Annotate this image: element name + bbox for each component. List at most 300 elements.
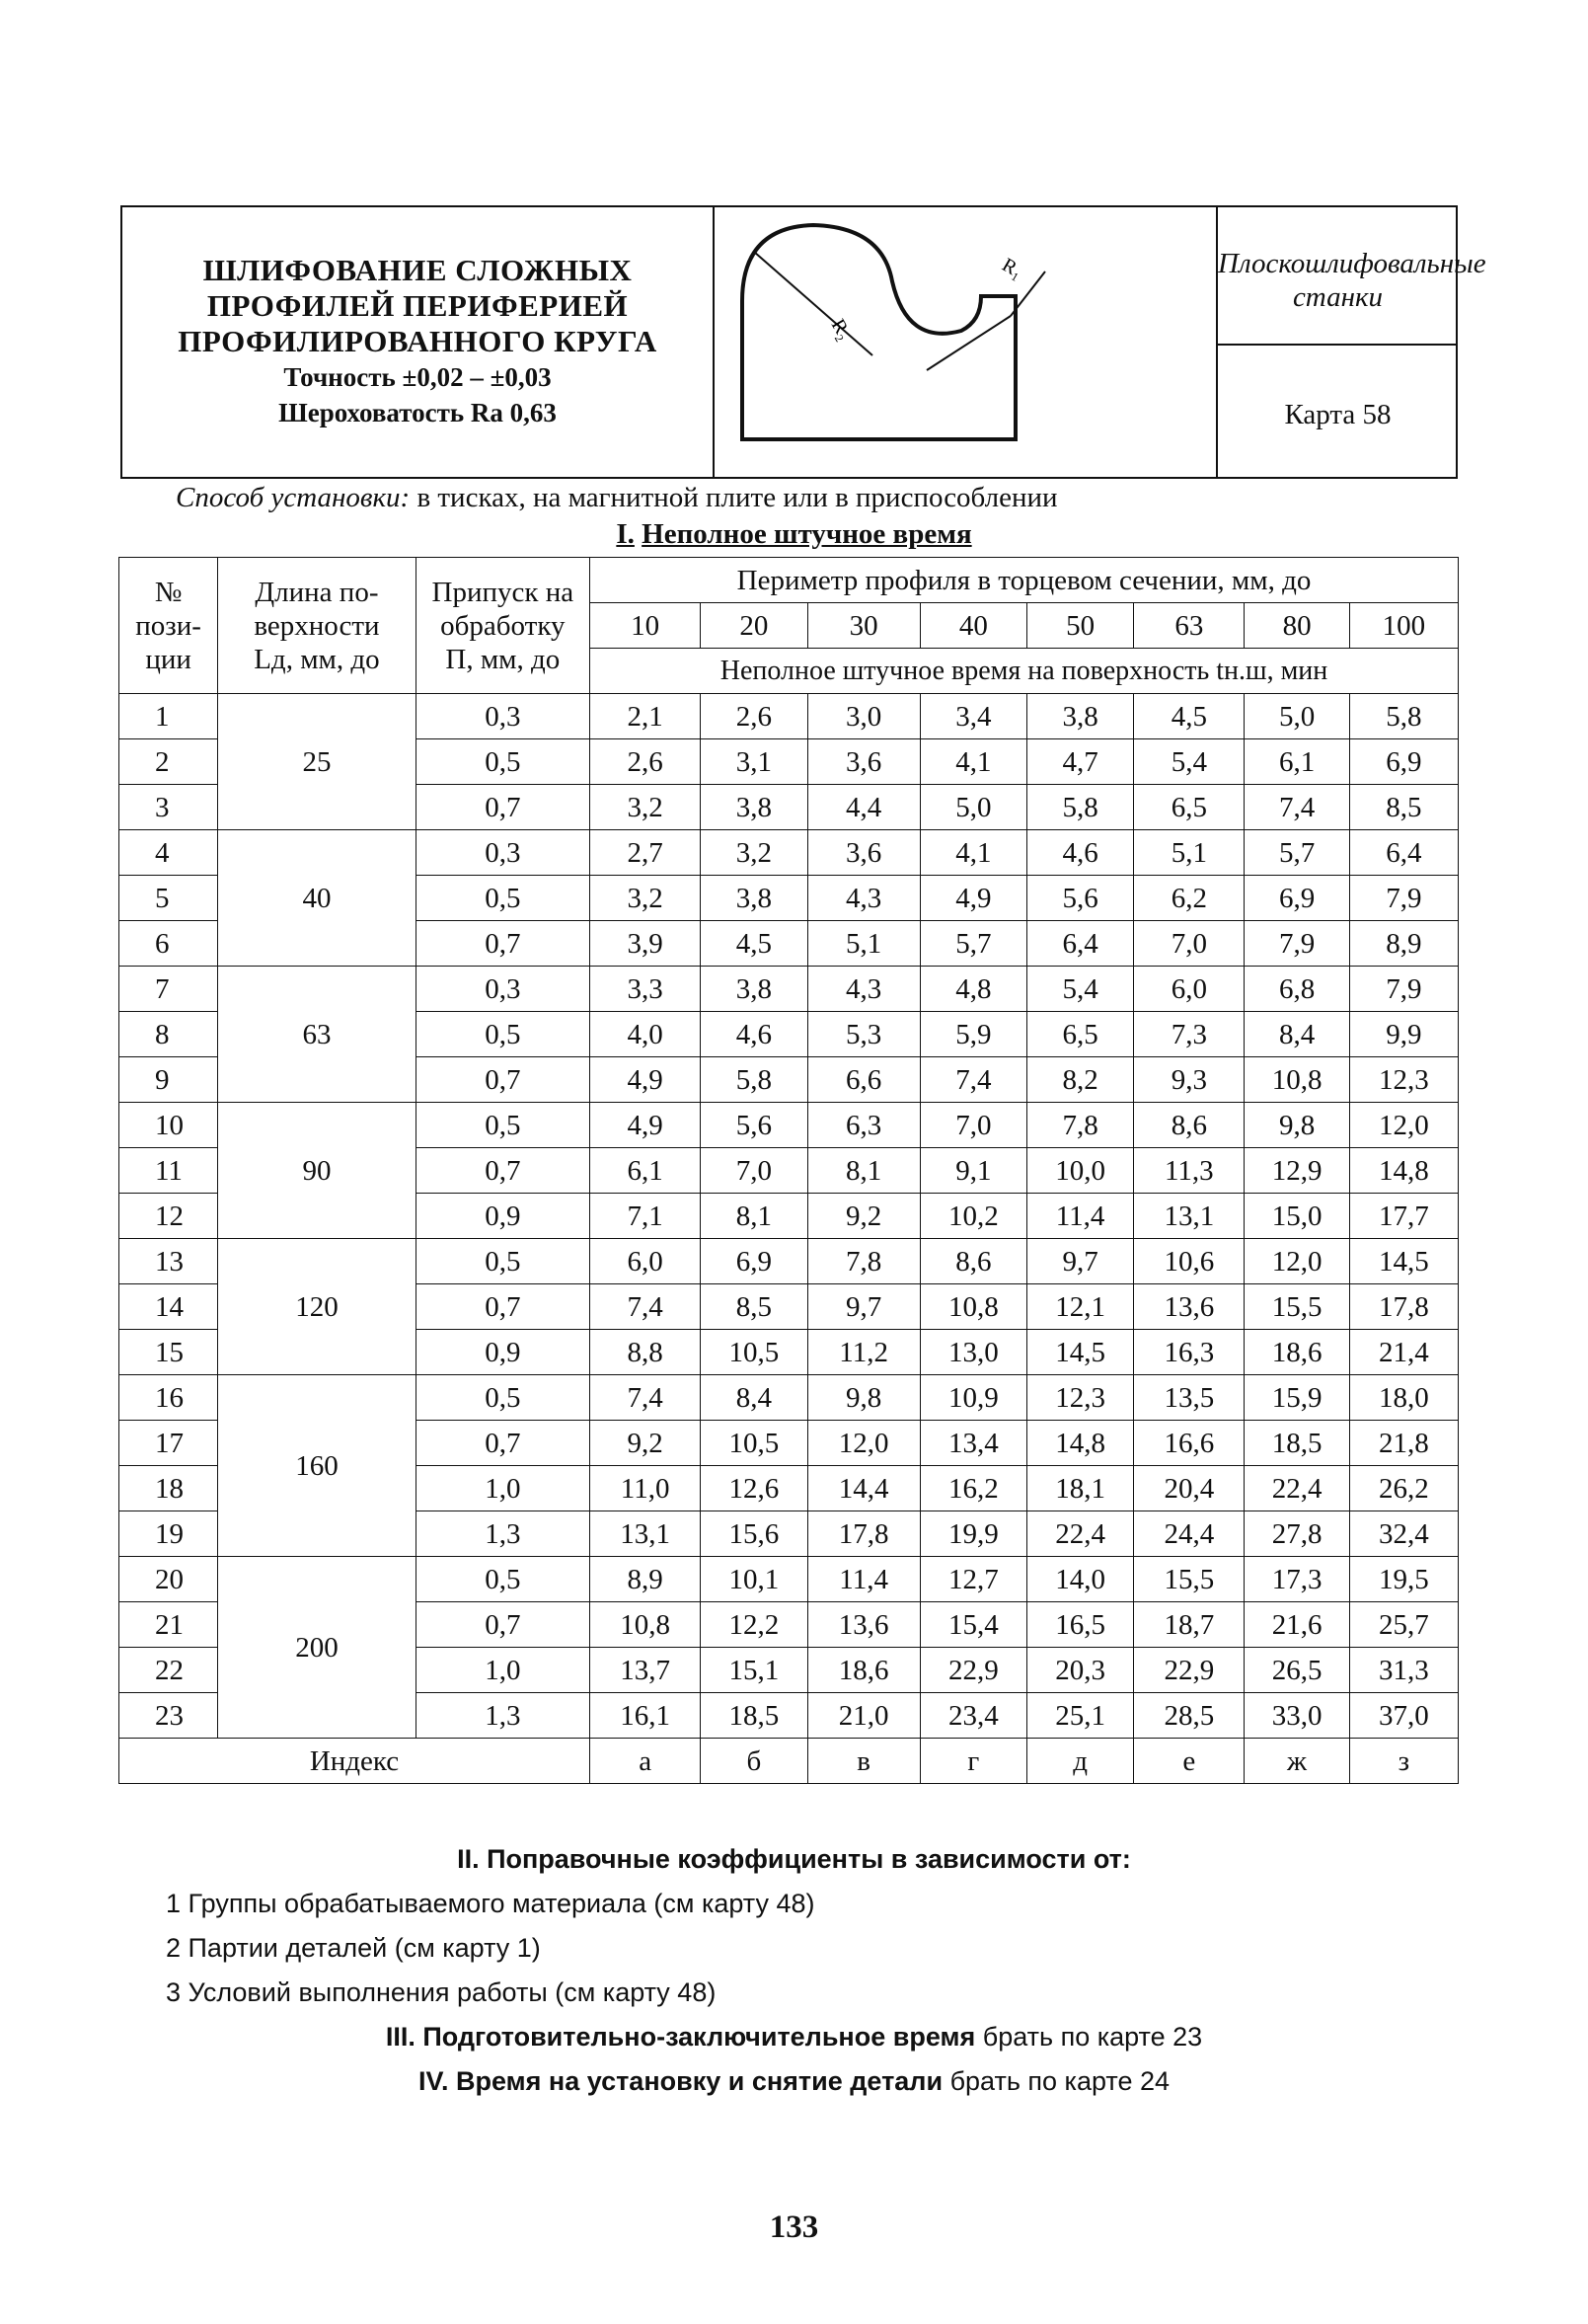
position-cell: 13	[119, 1239, 218, 1284]
time-cell: 7,3	[1134, 1012, 1245, 1057]
time-cell: 6,6	[807, 1057, 920, 1103]
time-cell: 16,6	[1134, 1421, 1245, 1466]
time-cell: 3,2	[590, 876, 701, 921]
time-cell: 12,2	[701, 1602, 807, 1648]
allowance-cell: 0,7	[416, 1284, 589, 1330]
notes-title: II. Поправочные коэффициенты в зависимости от:	[457, 1844, 1131, 1874]
time-cell: 10,8	[920, 1284, 1026, 1330]
table-row	[119, 1239, 1459, 1284]
time-cell: 15,5	[1245, 1284, 1349, 1330]
allowance-cell: 0,5	[416, 1557, 589, 1602]
time-cell: 12,0	[1349, 1103, 1458, 1148]
time-cell: 21,0	[807, 1693, 920, 1739]
header-time: Неполное штучное время на поверхность tн.ш, мин	[590, 649, 1459, 694]
time-cell: 5,8	[1026, 785, 1133, 830]
time-cell: 20,3	[1026, 1648, 1133, 1693]
header-length-line: Lд, мм, до	[254, 643, 380, 675]
perimeter-value: 50	[1026, 603, 1133, 649]
time-cell: 8,6	[1134, 1103, 1245, 1148]
time-cell: 12,3	[1349, 1057, 1458, 1103]
time-cell: 17,8	[807, 1511, 920, 1557]
allowance-cell: 0,3	[416, 830, 589, 876]
time-cell: 23,4	[920, 1693, 1026, 1739]
install-time-note	[0, 2066, 1588, 2097]
time-cell: 3,4	[920, 694, 1026, 739]
position-cell: 3	[119, 785, 218, 830]
time-cell: 5,0	[920, 785, 1026, 830]
allowance-cell: 0,5	[416, 1103, 589, 1148]
time-cell: 11,4	[1026, 1194, 1133, 1239]
time-cell: 12,0	[807, 1421, 920, 1466]
section-1-text: Неполное штучное время	[642, 518, 972, 550]
card-header	[120, 205, 1486, 479]
time-cell: 5,8	[1349, 694, 1458, 739]
time-cell: 14,5	[1349, 1239, 1458, 1284]
time-cell: 25,7	[1349, 1602, 1458, 1648]
header-title-line: ШЛИФОВАНИЕ СЛОЖНЫХ	[202, 253, 633, 287]
header-title-block	[122, 207, 715, 477]
allowance-cell: 0,5	[416, 739, 589, 785]
time-cell: 7,4	[590, 1375, 701, 1421]
time-cell: 12,3	[1026, 1375, 1133, 1421]
time-cell: 18,5	[701, 1693, 807, 1739]
position-cell: 11	[119, 1148, 218, 1194]
allowance-cell: 0,7	[416, 1602, 589, 1648]
time-cell: 5,7	[920, 921, 1026, 967]
time-cell: 3,8	[701, 785, 807, 830]
allowance-cell: 0,9	[416, 1330, 589, 1375]
time-cell: 14,4	[807, 1466, 920, 1511]
position-cell: 15	[119, 1330, 218, 1375]
header-title-line: ПРОФИЛИРОВАННОГО КРУГА	[178, 324, 657, 358]
position-cell: 4	[119, 830, 218, 876]
time-cell: 9,9	[1349, 1012, 1458, 1057]
time-cell: 3,9	[590, 921, 701, 967]
perimeter-value: 63	[1134, 603, 1245, 649]
time-cell: 6,5	[1134, 785, 1245, 830]
time-cell: 10,9	[920, 1375, 1026, 1421]
header-title	[122, 253, 713, 359]
time-cell: 8,5	[701, 1284, 807, 1330]
allowance-cell: 0,7	[416, 1421, 589, 1466]
table-row	[119, 1103, 1459, 1148]
perimeter-value: 10	[590, 603, 701, 649]
time-cell: 8,8	[590, 1330, 701, 1375]
time-cell: 8,6	[920, 1239, 1026, 1284]
header-pos-line: ции	[145, 643, 191, 675]
perimeter-value: 100	[1349, 603, 1458, 649]
time-cell: 7,4	[920, 1057, 1026, 1103]
time-cell: 6,3	[807, 1103, 920, 1148]
time-cell: 10,1	[701, 1557, 807, 1602]
time-cell: 7,0	[920, 1103, 1026, 1148]
time-cell: 28,5	[1134, 1693, 1245, 1739]
allowance-cell: 0,7	[416, 1148, 589, 1194]
time-cell: 22,9	[1134, 1648, 1245, 1693]
position-cell: 9	[119, 1057, 218, 1103]
time-cell: 14,0	[1026, 1557, 1133, 1602]
time-cell: 4,1	[920, 830, 1026, 876]
header-allowance-line: П, мм, до	[445, 643, 561, 675]
time-cell: 9,7	[1026, 1239, 1133, 1284]
time-cell: 7,4	[1245, 785, 1349, 830]
allowance-cell: 0,7	[416, 921, 589, 967]
time-cell: 11,2	[807, 1330, 920, 1375]
time-cell: 4,5	[1134, 694, 1245, 739]
allowance-cell: 0,3	[416, 694, 589, 739]
time-cell: 6,9	[701, 1239, 807, 1284]
time-cell: 17,8	[1349, 1284, 1458, 1330]
time-cell: 4,8	[920, 967, 1026, 1012]
position-cell: 16	[119, 1375, 218, 1421]
time-cell: 5,3	[807, 1012, 920, 1057]
allowance-cell: 0,9	[416, 1194, 589, 1239]
time-cell: 9,3	[1134, 1057, 1245, 1103]
allowance-cell: 0,3	[416, 967, 589, 1012]
time-cell: 15,5	[1134, 1557, 1245, 1602]
time-cell: 3,3	[590, 967, 701, 1012]
time-cell: 18,1	[1026, 1466, 1133, 1511]
header-length-line: верхности	[254, 609, 380, 642]
time-cell: 31,3	[1349, 1648, 1458, 1693]
time-table-body	[119, 558, 1459, 1784]
time-cell: 3,2	[590, 785, 701, 830]
time-cell: 5,4	[1026, 967, 1133, 1012]
time-cell: 6,8	[1245, 967, 1349, 1012]
time-cell: 5,8	[701, 1057, 807, 1103]
header-length-line: Длина по-	[255, 576, 379, 608]
note-item: 2 Партии деталей (см карту 1)	[166, 1933, 541, 1963]
time-cell: 5,1	[807, 921, 920, 967]
time-cell: 8,4	[1245, 1012, 1349, 1057]
allowance-cell: 0,5	[416, 1239, 589, 1284]
allowance-cell: 0,5	[416, 1012, 589, 1057]
header-roughness: Шероховатость Ra 0,63	[278, 398, 557, 427]
time-cell: 21,6	[1245, 1602, 1349, 1648]
length-cell: 90	[218, 1103, 416, 1239]
perimeter-value: 20	[701, 603, 807, 649]
time-cell: 12,9	[1245, 1148, 1349, 1194]
index-cell: б	[701, 1739, 807, 1784]
time-cell: 3,8	[701, 876, 807, 921]
index-cell: г	[920, 1739, 1026, 1784]
time-cell: 7,0	[1134, 921, 1245, 967]
time-cell: 22,4	[1026, 1511, 1133, 1557]
allowance-cell: 1,0	[416, 1466, 589, 1511]
time-cell: 3,8	[701, 967, 807, 1012]
position-cell: 1	[119, 694, 218, 739]
time-cell: 5,7	[1245, 830, 1349, 876]
time-cell: 5,6	[701, 1103, 807, 1148]
time-cell: 9,2	[807, 1194, 920, 1239]
length-cell: 200	[218, 1557, 416, 1739]
index-cell: в	[807, 1739, 920, 1784]
time-cell: 4,3	[807, 967, 920, 1012]
time-cell: 12,1	[1026, 1284, 1133, 1330]
time-cell: 19,9	[920, 1511, 1026, 1557]
time-cell: 4,9	[590, 1103, 701, 1148]
install-time-rest: брать по карте 24	[943, 2066, 1170, 2096]
notes	[0, 1844, 1588, 2097]
time-cell: 14,8	[1349, 1148, 1458, 1194]
time-cell: 3,2	[701, 830, 807, 876]
time-cell: 6,1	[1245, 739, 1349, 785]
header-right-block	[1218, 207, 1486, 477]
header-pos-line: №	[154, 576, 183, 608]
time-cell: 33,0	[1245, 1693, 1349, 1739]
time-cell: 5,9	[920, 1012, 1026, 1057]
sketch-label-r1: R₁	[998, 254, 1027, 283]
time-cell: 6,5	[1026, 1012, 1133, 1057]
time-cell: 8,4	[701, 1375, 807, 1421]
time-cell: 8,1	[701, 1194, 807, 1239]
time-cell: 11,0	[590, 1466, 701, 1511]
index-cell: д	[1026, 1739, 1133, 1784]
time-cell: 9,2	[590, 1421, 701, 1466]
index-cell: з	[1349, 1739, 1458, 1784]
time-cell: 32,4	[1349, 1511, 1458, 1557]
position-cell: 20	[119, 1557, 218, 1602]
position-cell: 5	[119, 876, 218, 921]
time-cell: 4,6	[1026, 830, 1133, 876]
time-cell: 8,9	[590, 1557, 701, 1602]
time-cell: 8,2	[1026, 1057, 1133, 1103]
position-cell: 2	[119, 739, 218, 785]
machine-type	[1218, 207, 1486, 346]
time-cell: 5,1	[1134, 830, 1245, 876]
time-cell: 13,4	[920, 1421, 1026, 1466]
header-length	[218, 558, 416, 694]
prep-time-bold: III. Подготовительно-заключительное время	[385, 2022, 976, 2052]
time-cell: 6,1	[590, 1148, 701, 1194]
time-cell: 10,5	[701, 1330, 807, 1375]
time-cell: 12,0	[1245, 1239, 1349, 1284]
allowance-cell: 0,7	[416, 785, 589, 830]
time-cell: 18,6	[807, 1648, 920, 1693]
time-cell: 9,1	[920, 1148, 1026, 1194]
length-cell: 120	[218, 1239, 416, 1375]
time-cell: 18,0	[1349, 1375, 1458, 1421]
position-cell: 7	[119, 967, 218, 1012]
time-cell: 3,6	[807, 739, 920, 785]
header-pos	[119, 558, 218, 694]
time-cell: 4,9	[920, 876, 1026, 921]
time-cell: 6,9	[1245, 876, 1349, 921]
time-cell: 13,7	[590, 1648, 701, 1693]
note-item: 1 Группы обрабатываемого материала (см карту 48)	[166, 1889, 815, 1918]
setup-label: Способ установки:	[176, 482, 411, 513]
perimeter-value: 40	[920, 603, 1026, 649]
time-cell: 10,8	[1245, 1057, 1349, 1103]
time-cell: 17,7	[1349, 1194, 1458, 1239]
time-cell: 13,6	[807, 1602, 920, 1648]
time-cell: 12,7	[920, 1557, 1026, 1602]
time-cell: 4,3	[807, 876, 920, 921]
time-cell: 11,4	[807, 1557, 920, 1602]
index-label: Индекс	[119, 1739, 590, 1784]
time-cell: 9,8	[807, 1375, 920, 1421]
time-cell: 13,0	[920, 1330, 1026, 1375]
time-cell: 10,8	[590, 1602, 701, 1648]
header-allowance-line: обработку	[440, 609, 566, 642]
time-cell: 9,7	[807, 1284, 920, 1330]
time-cell: 15,6	[701, 1511, 807, 1557]
time-cell: 11,3	[1134, 1148, 1245, 1194]
time-cell: 4,4	[807, 785, 920, 830]
time-cell: 26,2	[1349, 1466, 1458, 1511]
install-time-bold: IV. Время на установку и снятие детали	[417, 2066, 944, 2096]
allowance-cell: 1,3	[416, 1511, 589, 1557]
length-cell: 160	[218, 1375, 416, 1557]
time-cell: 20,4	[1134, 1466, 1245, 1511]
length-cell: 63	[218, 967, 416, 1103]
time-cell: 3,8	[1026, 694, 1133, 739]
time-cell: 6,4	[1349, 830, 1458, 876]
time-cell: 13,1	[590, 1511, 701, 1557]
position-cell: 22	[119, 1648, 218, 1693]
header-allowance	[416, 558, 589, 694]
card-number: Карта 58	[1284, 399, 1392, 430]
time-cell: 4,9	[590, 1057, 701, 1103]
time-cell: 19,5	[1349, 1557, 1458, 1602]
time-cell: 6,0	[590, 1239, 701, 1284]
time-cell: 5,4	[1134, 739, 1245, 785]
time-cell: 7,0	[701, 1148, 807, 1194]
section-1-num: I.	[616, 518, 635, 550]
position-cell: 8	[119, 1012, 218, 1057]
allowance-cell: 0,5	[416, 876, 589, 921]
length-cell: 25	[218, 694, 416, 830]
time-cell: 15,4	[920, 1602, 1026, 1648]
time-cell: 7,9	[1245, 921, 1349, 967]
time-cell: 7,9	[1349, 876, 1458, 921]
table-row	[119, 1375, 1459, 1421]
header-pos-line: пози-	[135, 609, 201, 642]
position-cell: 14	[119, 1284, 218, 1330]
sketch-label-r2: R₂	[826, 315, 856, 345]
prep-time-note	[0, 2022, 1588, 2053]
perimeter-value: 80	[1245, 603, 1349, 649]
time-cell: 3,0	[807, 694, 920, 739]
position-cell: 21	[119, 1602, 218, 1648]
time-cell: 13,6	[1134, 1284, 1245, 1330]
allowance-cell: 1,3	[416, 1693, 589, 1739]
time-cell: 2,1	[590, 694, 701, 739]
time-cell: 22,4	[1245, 1466, 1349, 1511]
position-cell: 17	[119, 1421, 218, 1466]
position-cell: 19	[119, 1511, 218, 1557]
position-cell: 18	[119, 1466, 218, 1511]
time-cell: 8,5	[1349, 785, 1458, 830]
position-cell: 12	[119, 1194, 218, 1239]
time-cell: 24,4	[1134, 1511, 1245, 1557]
time-cell: 16,3	[1134, 1330, 1245, 1375]
time-cell: 6,2	[1134, 876, 1245, 921]
time-cell: 17,3	[1245, 1557, 1349, 1602]
time-cell: 5,0	[1245, 694, 1349, 739]
time-cell: 2,7	[590, 830, 701, 876]
setup-text: в тисках, на магнитной плите или в приспособлении	[410, 482, 1058, 513]
time-cell: 2,6	[701, 694, 807, 739]
time-cell: 14,5	[1026, 1330, 1133, 1375]
time-cell: 21,4	[1349, 1330, 1458, 1375]
time-cell: 8,1	[807, 1148, 920, 1194]
time-cell: 25,1	[1026, 1693, 1133, 1739]
time-cell: 16,5	[1026, 1602, 1133, 1648]
table-row	[119, 1557, 1459, 1602]
time-cell: 37,0	[1349, 1693, 1458, 1739]
header-allowance-line: Припуск на	[431, 576, 574, 608]
time-cell: 16,2	[920, 1466, 1026, 1511]
header-accuracy: Точность ±0,02 – ±0,03	[283, 362, 552, 392]
header-perimeter: Периметр профиля в торцевом сечении, мм, до	[590, 558, 1459, 603]
position-cell: 6	[119, 921, 218, 967]
position-cell: 10	[119, 1103, 218, 1148]
setup-method	[176, 482, 1058, 514]
time-cell: 10,2	[920, 1194, 1026, 1239]
time-cell: 18,7	[1134, 1602, 1245, 1648]
time-cell: 13,1	[1134, 1194, 1245, 1239]
time-cell: 26,5	[1245, 1648, 1349, 1693]
time-cell: 3,1	[701, 739, 807, 785]
time-cell: 4,0	[590, 1012, 701, 1057]
perimeter-value: 30	[807, 603, 920, 649]
time-cell: 10,6	[1134, 1239, 1245, 1284]
time-cell: 12,6	[701, 1466, 807, 1511]
position-cell: 23	[119, 1693, 218, 1739]
time-cell: 15,1	[701, 1648, 807, 1693]
length-cell: 40	[218, 830, 416, 967]
table-row	[119, 967, 1459, 1012]
allowance-cell: 1,0	[416, 1648, 589, 1693]
table-row	[119, 694, 1459, 739]
index-cell: а	[590, 1739, 701, 1784]
time-cell: 6,0	[1134, 967, 1245, 1012]
time-cell: 7,9	[1349, 967, 1458, 1012]
index-row	[119, 1739, 1459, 1784]
time-cell: 27,8	[1245, 1511, 1349, 1557]
time-cell: 7,8	[1026, 1103, 1133, 1148]
time-cell: 21,8	[1349, 1421, 1458, 1466]
time-cell: 18,6	[1245, 1330, 1349, 1375]
section-1-title	[0, 518, 1588, 551]
index-cell: ж	[1245, 1739, 1349, 1784]
time-cell: 10,0	[1026, 1148, 1133, 1194]
time-cell: 3,6	[807, 830, 920, 876]
time-cell: 9,8	[1245, 1103, 1349, 1148]
time-cell: 22,9	[920, 1648, 1026, 1693]
time-cell: 4,5	[701, 921, 807, 967]
time-cell: 8,9	[1349, 921, 1458, 967]
header-title-line: ПРОФИЛЕЙ ПЕРИФЕРИЕЙ	[206, 288, 629, 323]
time-cell: 14,8	[1026, 1421, 1133, 1466]
time-cell: 6,4	[1026, 921, 1133, 967]
time-cell: 4,7	[1026, 739, 1133, 785]
prep-time-rest: брать по карте 23	[975, 2022, 1203, 2052]
time-cell: 6,9	[1349, 739, 1458, 785]
machine-type-line: Плоскошлифовальные	[1218, 248, 1486, 279]
index-cell: е	[1134, 1739, 1245, 1784]
time-table	[118, 557, 1459, 1784]
table-row	[119, 830, 1459, 876]
allowance-cell: 0,5	[416, 1375, 589, 1421]
allowance-cell: 0,7	[416, 1057, 589, 1103]
workpiece-profile	[742, 225, 1016, 439]
time-cell: 16,1	[590, 1693, 701, 1739]
time-cell: 7,4	[590, 1284, 701, 1330]
time-cell: 7,8	[807, 1239, 920, 1284]
time-cell: 13,5	[1134, 1375, 1245, 1421]
